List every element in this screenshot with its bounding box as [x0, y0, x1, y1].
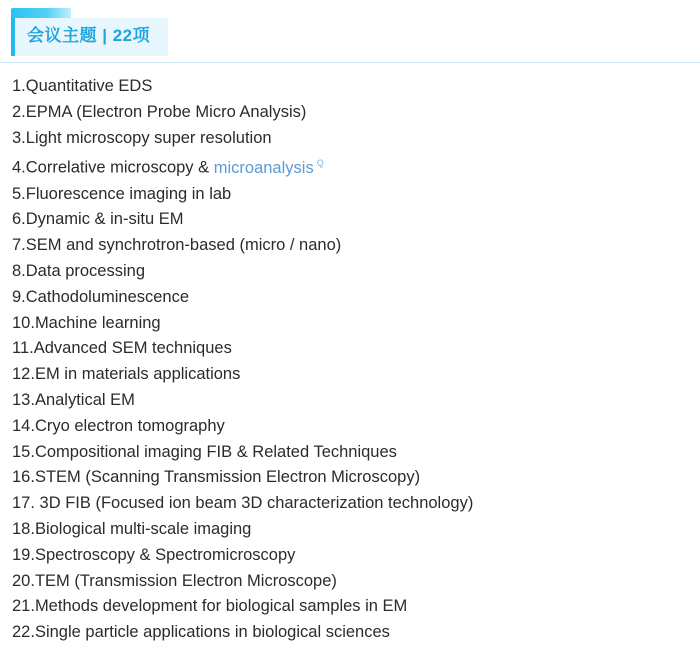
list-item — [12, 285, 688, 311]
list-item-number: 7. — [12, 236, 26, 255]
list-item — [12, 74, 688, 100]
list-item-number: 10. — [12, 313, 35, 332]
list-item-label: Cryo electron tomography — [34, 416, 225, 435]
list-item-number: 16. — [12, 468, 35, 487]
list-item-number: 12. — [12, 365, 35, 384]
list-item — [12, 126, 688, 152]
list-item-label: 3D FIB (Focused ion beam 3D characterization technology) — [34, 494, 474, 513]
list-item-label: Fluorescence imaging in lab — [25, 184, 232, 203]
list-item — [12, 207, 688, 233]
header-divider — [0, 62, 700, 63]
list-item-label: Data processing — [25, 262, 145, 281]
list-item-number: 11. — [12, 339, 34, 358]
list-item — [12, 491, 688, 517]
list-item-number: 6. — [12, 210, 26, 229]
list-item-number: 19. — [12, 545, 35, 564]
list-item — [12, 151, 688, 181]
list-item — [12, 182, 688, 208]
list-item-number: 3. — [12, 128, 26, 147]
list-item — [12, 620, 688, 646]
list-item — [12, 311, 688, 337]
list-item-number: 4. — [12, 158, 26, 177]
list-item-number: 2. — [12, 102, 26, 121]
list-item-label: EPMA (Electron Probe Micro Analysis) — [25, 102, 307, 121]
list-item-number: 5. — [12, 184, 26, 203]
list-item — [12, 336, 688, 362]
list-item-number: 20. — [12, 571, 35, 590]
list-item — [12, 388, 688, 414]
list-item — [12, 543, 688, 569]
list-item-label: Machine learning — [34, 313, 161, 332]
list-item-label: Correlative microscopy & — [25, 158, 214, 177]
list-item-label: Spectroscopy & Spectromicroscopy — [34, 545, 296, 564]
list-item-label: Compositional imaging FIB & Related Techniques — [34, 442, 397, 461]
list-item-number: 22. — [12, 623, 35, 642]
list-item-label: EM in materials applications — [34, 365, 241, 384]
list-item-label: TEM (Transmission Electron Microscope) — [34, 571, 337, 590]
list-item-label: Quantitative EDS — [25, 77, 153, 95]
list-item-number: 9. — [12, 287, 26, 306]
list-item-label: Biological multi-scale imaging — [34, 520, 252, 539]
list-item-label: Methods development for biological samples in EM — [34, 597, 408, 616]
list-item — [12, 414, 688, 440]
list-item-number: 21. — [12, 597, 35, 616]
list-item-label: Cathodoluminescence — [25, 287, 190, 306]
list-item — [12, 517, 688, 543]
list-item — [12, 233, 688, 259]
topic-list — [0, 74, 700, 646]
list-item-label: STEM (Scanning Transmission Electron Microscopy) — [34, 468, 421, 487]
section-title-box — [11, 18, 168, 56]
list-item-label: Analytical EM — [34, 391, 135, 410]
list-item-number: 8. — [12, 262, 26, 281]
list-item — [12, 100, 688, 126]
list-item-label: Dynamic & in-situ EM — [25, 210, 184, 229]
inline-link[interactable]: microanalysis — [213, 158, 314, 177]
list-item-number: 1. — [12, 77, 26, 95]
search-icon: Q — [316, 158, 324, 169]
list-item — [12, 259, 688, 285]
list-item-number: 15. — [12, 442, 35, 461]
list-item — [12, 362, 688, 388]
list-item-label: Advanced SEM techniques — [33, 339, 232, 358]
list-item — [12, 440, 688, 466]
list-item — [12, 569, 688, 595]
list-item-label: Light microscopy super resolution — [25, 128, 272, 147]
list-item-number: 18. — [12, 520, 35, 539]
list-item-number: 13. — [12, 391, 35, 410]
list-item-number: 14. — [12, 416, 35, 435]
list-item — [12, 465, 688, 491]
page-title: 会议主题 | 22项 — [27, 26, 151, 45]
list-item-label: Single particle applications in biological sciences — [34, 623, 390, 642]
list-item-number: 17. — [12, 494, 35, 513]
list-item-label: SEM and synchrotron-based (micro / nano) — [25, 236, 342, 255]
list-item — [12, 594, 688, 620]
